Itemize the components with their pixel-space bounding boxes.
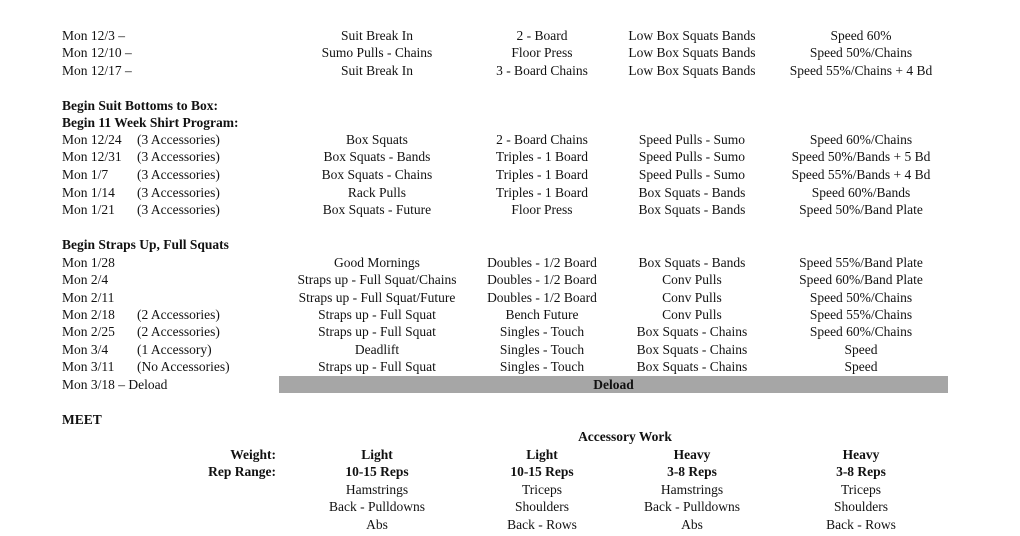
day1-cell: Straps up - Full Squat/Future bbox=[298, 290, 456, 305]
day2-cell: 2 - Board bbox=[516, 28, 568, 43]
day2-cell: Floor Press bbox=[511, 202, 573, 217]
weight-label: Weight: bbox=[230, 447, 276, 462]
day1-cell: Good Mornings bbox=[334, 255, 420, 270]
day1-cell: Sumo Pulls - Chains bbox=[321, 45, 433, 60]
rep-range-value: 3-8 Reps bbox=[667, 464, 717, 479]
day1-cell: Straps up - Full Squat/Chains bbox=[297, 272, 457, 287]
day4-cell: Speed 55%/Chains + 4 Bd bbox=[789, 63, 933, 78]
schedule-row bbox=[0, 254, 1020, 271]
accessory-count: (3 Accessories) bbox=[137, 149, 220, 164]
day3-cell: Conv Pulls bbox=[662, 307, 722, 322]
day2-cell: Singles - Touch bbox=[499, 359, 585, 374]
day2-cell: 2 - Board Chains bbox=[496, 132, 588, 147]
section-heading bbox=[0, 114, 1020, 131]
day1-cell: Straps up - Full Squat bbox=[318, 307, 436, 322]
week-cell: Mon 2/11 bbox=[62, 290, 115, 305]
schedule-row bbox=[0, 131, 1020, 148]
week-cell: Mon 3/4 bbox=[62, 342, 109, 357]
accessory-title: Accessory Work bbox=[578, 429, 672, 444]
day4-cell: Speed bbox=[844, 342, 878, 357]
accessory-item: Back - Rows bbox=[826, 517, 896, 532]
schedule-row bbox=[0, 201, 1020, 218]
accessory-title-row bbox=[0, 428, 1020, 445]
day2-cell: Bench Future bbox=[505, 307, 579, 322]
accessory-item: Shoulders bbox=[834, 499, 888, 514]
day1-cell: Suit Break In bbox=[341, 28, 413, 43]
rep-range-label: Rep Range: bbox=[208, 464, 276, 479]
schedule-row bbox=[0, 306, 1020, 323]
day4-cell: Speed 50%/Band Plate bbox=[799, 202, 923, 217]
schedule-row bbox=[0, 148, 1020, 165]
heading-shirt-program: Begin 11 Week Shirt Program: bbox=[62, 115, 239, 130]
day1-cell: Rack Pulls bbox=[347, 185, 407, 200]
day3-cell: Low Box Squats Bands bbox=[628, 45, 756, 60]
schedule-row bbox=[0, 358, 1020, 375]
week-cell: Mon 1/21 bbox=[62, 202, 115, 217]
day2-cell: Singles - Touch bbox=[499, 342, 585, 357]
accessory-item: Triceps bbox=[840, 482, 881, 497]
day4-cell: Speed 60%/Band Plate bbox=[799, 272, 923, 287]
day3-cell: Box Squats - Chains bbox=[636, 324, 748, 339]
accessory-item: Shoulders bbox=[515, 499, 569, 514]
accessory-count: (2 Accessories) bbox=[137, 307, 220, 322]
day4-cell: Speed 60%/Chains bbox=[809, 132, 913, 147]
accessory-weight-row bbox=[0, 446, 1020, 463]
day3-cell: Box Squats - Chains bbox=[636, 342, 748, 357]
day1-cell: Box Squats - Bands bbox=[323, 149, 431, 164]
day3-cell: Speed Pulls - Sumo bbox=[638, 149, 746, 164]
accessory-item: Triceps bbox=[521, 482, 562, 497]
heading-straps-up: Begin Straps Up, Full Squats bbox=[62, 237, 229, 252]
accessory-item: Back - Pulldowns bbox=[644, 499, 740, 514]
schedule-row bbox=[0, 271, 1020, 288]
day4-cell: Speed 60%/Bands bbox=[811, 185, 911, 200]
day1-cell: Box Squats - Chains bbox=[321, 167, 433, 182]
day3-cell: Box Squats - Bands bbox=[638, 202, 746, 217]
accessory-item: Hamstrings bbox=[345, 482, 409, 497]
day2-cell: Triples - 1 Board bbox=[495, 149, 589, 164]
accessory-item: Back - Rows bbox=[507, 517, 577, 532]
day4-cell: Speed 50%/Chains bbox=[809, 45, 913, 60]
day4-cell: Speed 55%/Bands + 4 Bd bbox=[791, 167, 931, 182]
accessory-item: Back - Pulldowns bbox=[329, 499, 425, 514]
schedule-row bbox=[0, 166, 1020, 183]
deload-bar: Deload bbox=[279, 376, 948, 393]
accessory-count: (3 Accessories) bbox=[137, 167, 220, 182]
accessory-count: (2 Accessories) bbox=[137, 324, 220, 339]
section-heading bbox=[0, 236, 1020, 253]
week-cell: Mon 2/4 bbox=[62, 272, 109, 287]
schedule-row bbox=[0, 44, 1020, 61]
rep-range-value: 3-8 Reps bbox=[836, 464, 886, 479]
day4-cell: Speed 50%/Chains bbox=[809, 290, 913, 305]
week-cell: Mon 12/10 – bbox=[62, 45, 132, 60]
day3-cell: Conv Pulls bbox=[662, 272, 722, 287]
accessory-reps-row bbox=[0, 463, 1020, 480]
day1-cell: Straps up - Full Squat bbox=[318, 359, 436, 374]
day4-cell: Speed 50%/Bands + 5 Bd bbox=[791, 149, 931, 164]
week-cell: Mon 3/18 – Deload bbox=[62, 377, 168, 392]
heading-suit-bottoms: Begin Suit Bottoms to Box: bbox=[62, 98, 219, 113]
weight-value: Heavy bbox=[673, 447, 711, 462]
day2-cell: Triples - 1 Board bbox=[495, 167, 589, 182]
day2-cell: Triples - 1 Board bbox=[495, 185, 589, 200]
schedule-row bbox=[0, 184, 1020, 201]
meet-heading: MEET bbox=[62, 412, 102, 427]
day4-cell: Speed 60%/Chains bbox=[809, 324, 913, 339]
week-cell: Mon 1/7 bbox=[62, 167, 109, 182]
day3-cell: Speed Pulls - Sumo bbox=[638, 132, 746, 147]
day3-cell: Low Box Squats Bands bbox=[628, 63, 756, 78]
week-cell: Mon 1/14 bbox=[62, 185, 115, 200]
week-cell: Mon 12/24 bbox=[62, 132, 122, 147]
accessory-item: Abs bbox=[681, 517, 703, 532]
week-cell: Mon 2/25 bbox=[62, 324, 115, 339]
day2-cell: Floor Press bbox=[511, 45, 573, 60]
schedule-row bbox=[0, 289, 1020, 306]
day2-cell: Singles - Touch bbox=[499, 324, 585, 339]
day1-cell: Straps up - Full Squat bbox=[318, 324, 436, 339]
day3-cell: Speed Pulls - Sumo bbox=[638, 167, 746, 182]
accessory-count: (1 Accessory) bbox=[137, 342, 212, 357]
day4-cell: Speed 60% bbox=[830, 28, 892, 43]
schedule-row bbox=[0, 341, 1020, 358]
schedule-row bbox=[0, 27, 1020, 44]
day1-cell: Deadlift bbox=[354, 342, 400, 357]
accessory-item: Abs bbox=[366, 517, 388, 532]
week-cell: Mon 1/28 bbox=[62, 255, 115, 270]
accessory-item-row bbox=[0, 516, 1020, 533]
day3-cell: Box Squats - Bands bbox=[638, 185, 746, 200]
week-cell: Mon 2/18 bbox=[62, 307, 115, 322]
accessory-item: Hamstrings bbox=[660, 482, 724, 497]
schedule-row bbox=[0, 323, 1020, 340]
day1-cell: Box Squats bbox=[346, 132, 408, 147]
accessory-count: (3 Accessories) bbox=[137, 185, 220, 200]
weight-value: Heavy bbox=[842, 447, 880, 462]
week-cell: Mon 3/11 bbox=[62, 359, 115, 374]
rep-range-value: 10-15 Reps bbox=[345, 464, 409, 479]
day3-cell: Conv Pulls bbox=[662, 290, 722, 305]
day2-cell: Doubles - 1/2 Board bbox=[487, 290, 597, 305]
day3-cell: Low Box Squats Bands bbox=[628, 28, 756, 43]
weight-value: Light bbox=[526, 447, 558, 462]
weight-value: Light bbox=[361, 447, 393, 462]
deload-row bbox=[0, 376, 1020, 393]
day2-cell: Doubles - 1/2 Board bbox=[487, 272, 597, 287]
accessory-count: (No Accessories) bbox=[137, 359, 230, 374]
accessory-count: (3 Accessories) bbox=[137, 132, 220, 147]
week-cell: Mon 12/3 – bbox=[62, 28, 126, 43]
day4-cell: Speed 55%/Band Plate bbox=[799, 255, 923, 270]
accessory-item-row bbox=[0, 481, 1020, 498]
day3-cell: Box Squats - Chains bbox=[636, 359, 748, 374]
day2-cell: 3 - Board Chains bbox=[496, 63, 588, 78]
week-cell: Mon 12/17 – bbox=[62, 63, 132, 78]
day1-cell: Suit Break In bbox=[341, 63, 413, 78]
accessory-count: (3 Accessories) bbox=[137, 202, 220, 217]
meet-heading-row bbox=[0, 411, 1020, 428]
week-cell: Mon 12/31 bbox=[62, 149, 122, 164]
day1-cell: Box Squats - Future bbox=[322, 202, 432, 217]
day4-cell: Speed bbox=[844, 359, 878, 374]
rep-range-value: 10-15 Reps bbox=[510, 464, 574, 479]
day3-cell: Box Squats - Bands bbox=[638, 255, 746, 270]
accessory-item-row bbox=[0, 498, 1020, 515]
section-heading bbox=[0, 97, 1020, 114]
day4-cell: Speed 55%/Chains bbox=[809, 307, 913, 322]
schedule-row bbox=[0, 62, 1020, 79]
day2-cell: Doubles - 1/2 Board bbox=[487, 255, 597, 270]
